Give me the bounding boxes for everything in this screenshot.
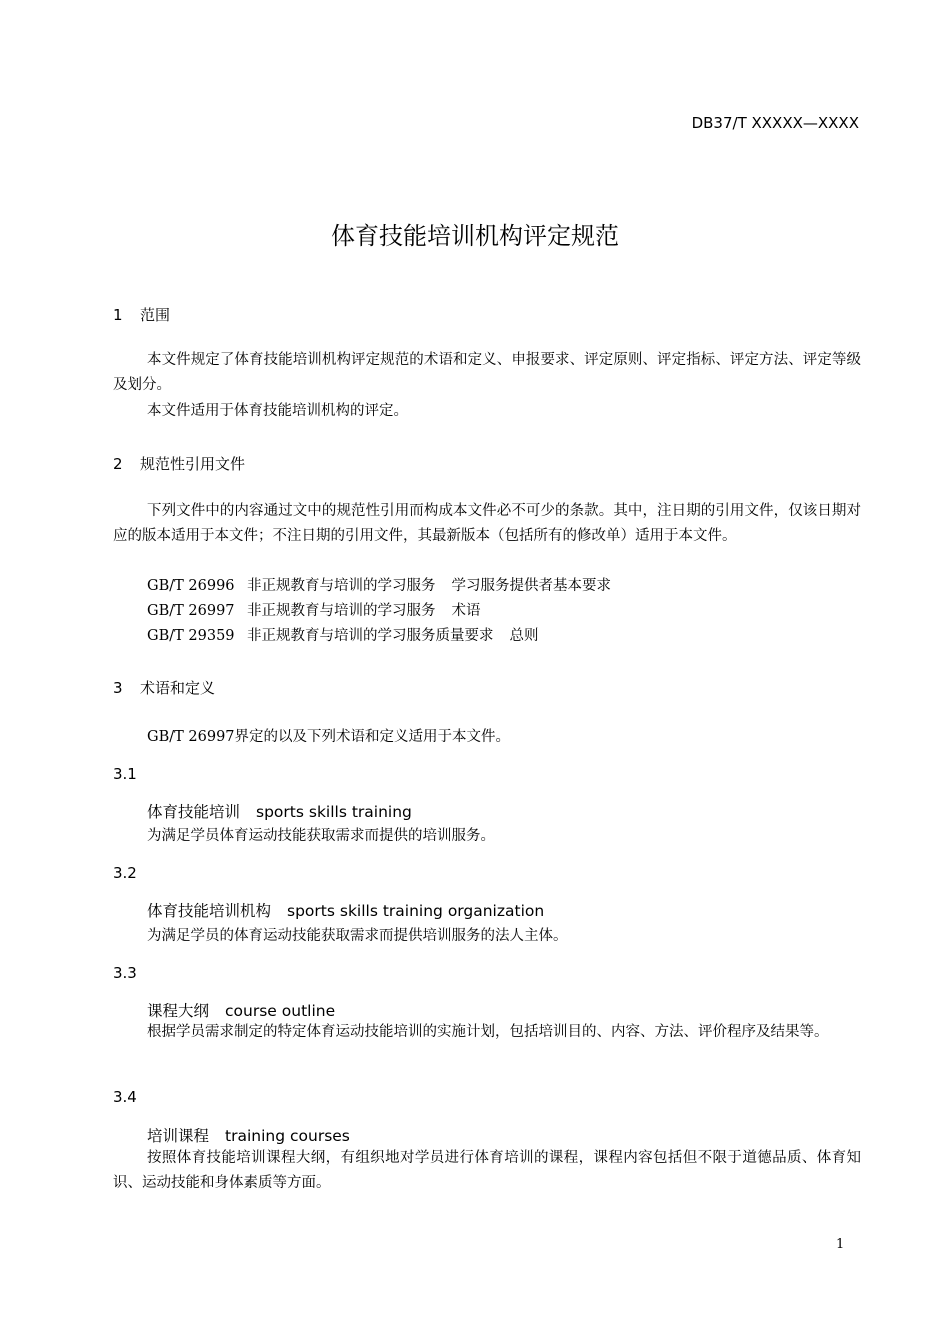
paragraph: 本文件适用于体育技能培训机构的评定。	[147, 403, 408, 419]
section-number: 1	[113, 306, 123, 324]
normative-reference	[147, 574, 611, 595]
section-number: 2	[113, 455, 123, 473]
paragraph: 下列文件中的内容通过文中的规范性引用而构成本文件必不可少的条款。其中，注日期的引用文件，仅该日期对应的版本适用于本文件；不注日期的引用文件，其最新版本（包括所有的修改单）适用于本文件。	[113, 503, 861, 544]
reference-code: GB/T 29359	[147, 628, 235, 644]
term-zh: 体育技能培训	[147, 803, 241, 821]
term-number: 3.2	[113, 864, 137, 882]
term-en: sports skills training	[256, 803, 412, 821]
reference-code: GB/T 26997	[147, 603, 235, 619]
term-heading	[147, 1124, 350, 1146]
paragraph: 本文件规定了体育技能培训机构评定规范的术语和定义、申报要求、评定原则、评定指标、评定方法、评定等级及划分。	[113, 352, 861, 393]
normative-reference	[147, 624, 539, 645]
section-heading-1	[113, 304, 170, 325]
term-heading	[147, 800, 412, 822]
term-definition: 为满足学员的体育运动技能获取需求而提供培训服务的法人主体。	[147, 928, 568, 944]
term-heading	[147, 999, 335, 1021]
term-number: 3.3	[113, 964, 137, 982]
normative-reference	[147, 599, 481, 620]
term-en: course outline	[225, 1002, 336, 1020]
term-definition: 按照体育技能培训课程大纲，有组织地对学员进行体育培训的课程，课程内容包括但不限于道德品质、体育知识、运动技能和身体素质等方面。	[113, 1150, 861, 1191]
section-title: 范围	[140, 306, 171, 324]
reference-code: GB/T 26996	[147, 578, 235, 594]
reference-title: 非正规教育与培训的学习服务质量要求	[247, 628, 494, 644]
term-number: 3.1	[113, 765, 137, 783]
section-title: 术语和定义	[140, 679, 216, 697]
term-definition: 为满足学员体育运动技能获取需求而提供的培训服务。	[147, 828, 495, 844]
term-zh: 课程大纲	[147, 1002, 210, 1020]
term-definition: 根据学员需求制定的特定体育运动技能培训的实施计划，包括培训目的、内容、方法、评价程序及结果等。	[147, 1024, 829, 1040]
term-zh: 培训课程	[147, 1127, 210, 1145]
reference-title: 非正规教育与培训的学习服务	[247, 578, 436, 594]
reference-subtitle: 学习服务提供者基本要求	[451, 578, 611, 594]
section-title: 规范性引用文件	[140, 455, 246, 473]
section-heading-3	[113, 677, 215, 698]
term-en: training courses	[225, 1127, 350, 1145]
term-zh: 体育技能培训机构	[147, 902, 272, 920]
page-number: 1	[836, 1237, 845, 1252]
term-number: 3.4	[113, 1088, 137, 1106]
reference-subtitle: 总则	[509, 628, 539, 644]
term-en: sports skills training organization	[287, 902, 545, 920]
term-heading	[147, 899, 544, 921]
section-number: 3	[113, 679, 123, 697]
document-title: 体育技能培训机构评定规范	[331, 222, 619, 250]
reference-subtitle: 术语	[451, 603, 481, 619]
paragraph: GB/T 26997界定的以及下列术语和定义适用于本文件。	[147, 729, 511, 745]
doc-number: DB37/T XXXXX—XXXX	[691, 114, 859, 132]
reference-title: 非正规教育与培训的学习服务	[247, 603, 436, 619]
section-heading-2	[113, 453, 245, 474]
